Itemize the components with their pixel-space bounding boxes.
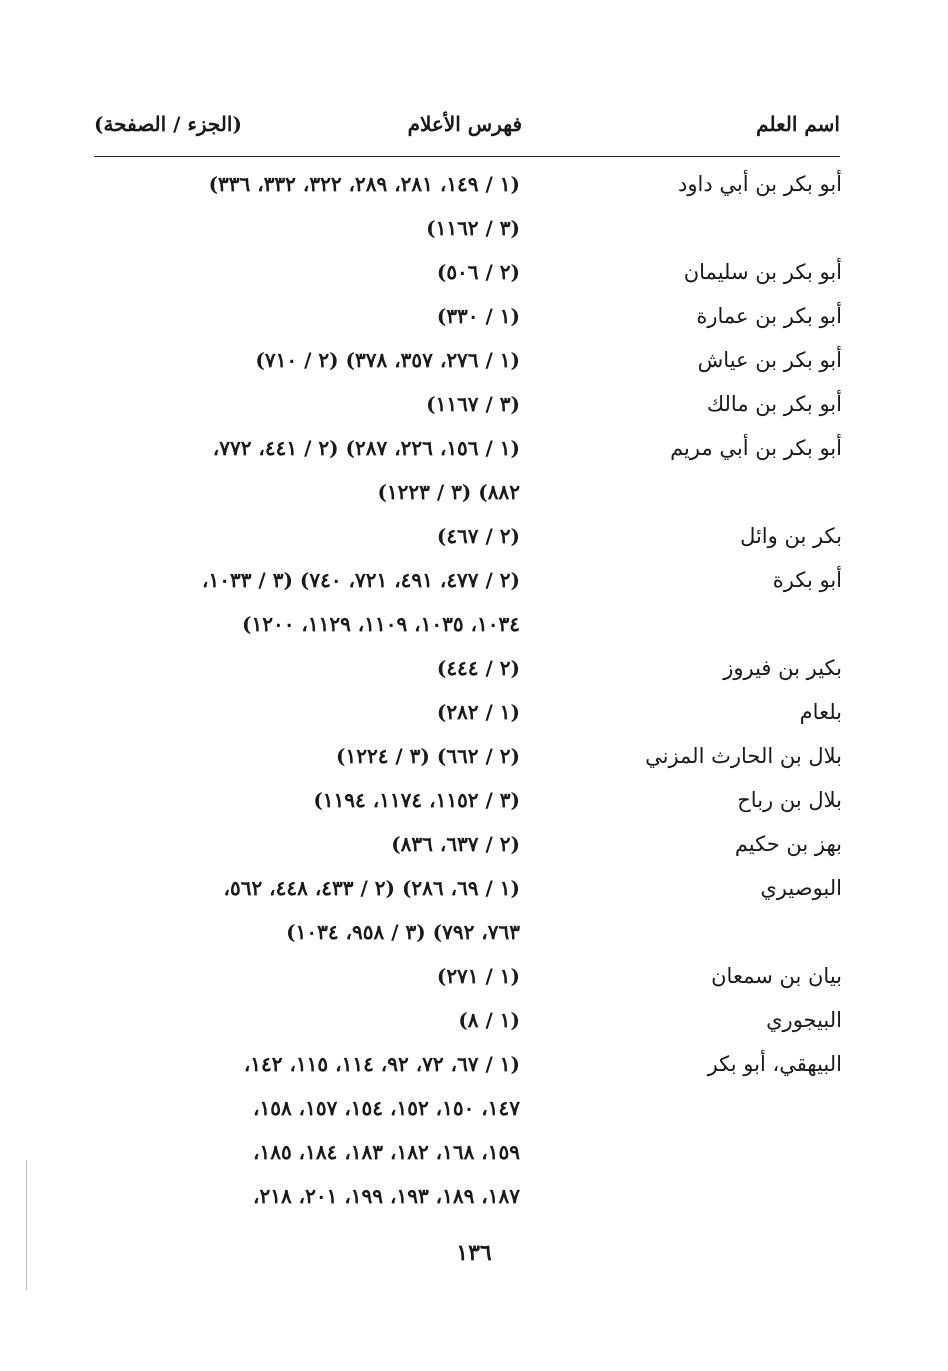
index-line [0,1004,948,1048]
index-line [0,608,948,652]
entry-name: بكر بن وائل [740,524,842,548]
entry-name: بهز بن حكيم [734,832,842,856]
entry-refs: ١٤٧، ١٥٠، ١٥٢، ١٥٤، ١٥٧، ١٥٨، [253,1096,520,1120]
index-line [0,1048,948,1092]
entry-refs: (١ / ٦٩، ٢٨٦) (٢ / ٤٣٣، ٤٤٨، ٥٦٢، [223,876,520,900]
column-heading-name: اسم العلم [756,112,840,136]
index-line [0,168,948,212]
index-line [0,388,948,432]
index-line [0,652,948,696]
entry-refs: (٣ / ١١٥٢، ١١٧٤، ١١٩٤) [313,788,520,812]
index-line [0,1136,948,1180]
entry-name: أبو بكر بن أبي مريم [670,436,842,460]
entry-name: بلال بن الحارث المزني [645,744,842,768]
entry-refs: ٧٦٣، ٧٩٢) (٣ / ٩٥٨، ١٠٣٤) [286,920,520,944]
index-line [0,696,948,740]
index-line [0,476,948,520]
entry-name: البيهقي، أبو بكر [707,1052,842,1076]
entry-refs: (٢ / ٤٧٧، ٤٩١، ٧٢١، ٧٤٠) (٣ / ١٠٣٣، [202,568,520,592]
entry-refs: ١٥٩، ١٦٨، ١٨٢، ١٨٣، ١٨٤، ١٨٥، [253,1140,520,1164]
index-header [94,112,840,148]
header-divider [94,156,840,157]
entry-refs: (٣ / ١١٦٧) [426,392,520,416]
entry-name: بلعام [799,700,842,724]
entry-name: أبو بكر بن عمارة [696,304,842,328]
entry-refs: ١٠٣٤، ١٠٣٥، ١١٠٩، ١١٢٩، ١٢٠٠) [242,612,520,636]
entry-refs: (٢ / ٥٠٦) [436,260,520,284]
entry-name: أبو بكر بن مالك [706,392,842,416]
index-line [0,344,948,388]
index-line [0,828,948,872]
entry-refs: ١٨٧، ١٨٩، ١٩٣، ١٩٩، ٢٠١، ٢١٨، [253,1184,520,1208]
entry-name: بكير بن فيروز [723,656,842,680]
page-number: ١٣٦ [456,1240,492,1266]
entry-refs: (١ / ١٥٦، ٢٢٦، ٢٨٧) (٢ / ٤٤١، ٧٧٢، [212,436,520,460]
entry-refs: (٢ / ٤٦٧) [436,524,520,548]
entry-refs: (٢ / ٦٦٢) (٣ / ١٢٢٤) [336,744,520,768]
index-line [0,564,948,608]
entry-name: أبو بكر بن أبي داود [678,172,842,196]
index-line [0,960,948,1004]
entry-name: أبو بكرة [772,568,842,592]
entry-name: أبو بكر بن عياش [697,348,842,372]
entry-refs: (١ / ٢٧٦، ٣٥٧، ٣٧٨) (٢ / ٧١٠) [255,348,520,372]
index-line [0,300,948,344]
index-line [0,784,948,828]
entry-refs: (١ / ٨) [458,1008,520,1032]
binding-edge-line [26,1160,27,1290]
entry-name: بلال بن رباح [737,788,842,812]
entry-name: البيجوري [766,1008,842,1032]
entry-refs: (١ / ١٤٩، ٢٨١، ٢٨٩، ٣٢٢، ٣٣٢، ٣٣٦) [208,172,520,196]
column-heading-reference: (الجزء / الصفحة) [94,112,242,136]
entry-name: بيان بن سمعان [711,964,842,988]
entry-refs: (٢ / ٤٤٤) [436,656,520,680]
entry-refs: (٢ / ٦٣٧، ٨٣٦) [391,832,520,856]
index-line [0,256,948,300]
index-line [0,432,948,476]
entry-refs: (١ / ٢٨٢) [436,700,520,724]
index-line [0,872,948,916]
index-line [0,1180,948,1224]
index-entries [0,168,948,1218]
index-line [0,1092,948,1136]
page-title: فهرس الأعلام [407,112,522,136]
entry-refs: (١ / ٦٧، ٧٢، ٩٢، ١١٤، ١١٥، ١٤٢، [243,1052,520,1076]
index-line [0,212,948,256]
index-line [0,916,948,960]
entry-name: أبو بكر بن سليمان [683,260,842,284]
index-line [0,520,948,564]
entry-refs: ٨٨٢) (٣ / ١٢٢٣) [377,480,520,504]
index-line [0,740,948,784]
entry-refs: (١ / ٢٧١) [436,964,520,988]
entry-name: البوصيري [760,876,842,900]
entry-refs: (٣ / ١١٦٢) [426,216,520,240]
entry-refs: (١ / ٣٣٠) [436,304,520,328]
